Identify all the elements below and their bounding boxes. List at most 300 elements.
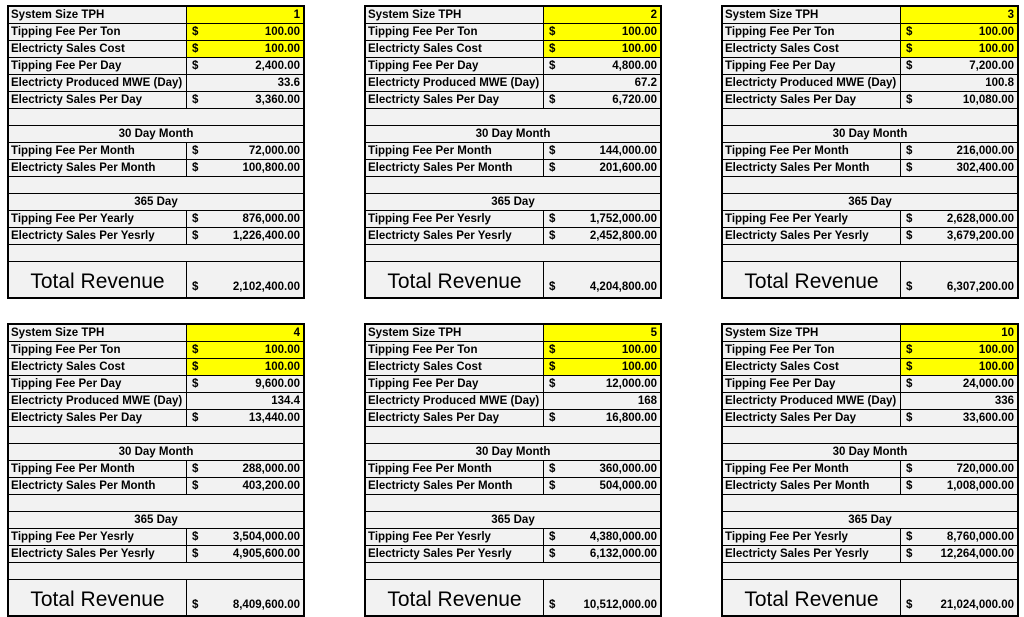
electricity-sales-day-label: Electricty Sales Per Day <box>723 92 901 108</box>
electricity-sales-cost-value: 100.00 <box>621 43 657 55</box>
electricity-produced-label: Electricty Produced MWE (Day) <box>9 75 187 91</box>
tipping-fee-month-label: Tipping Fee Per Month <box>723 143 901 159</box>
currency-symbol: $ <box>906 162 913 174</box>
system-size-value: 4 <box>293 327 300 339</box>
tipping-fee-per-day-cell <box>187 58 303 74</box>
electricity-sales-year-cell <box>187 228 303 244</box>
tipping-fee-month-cell <box>901 143 1017 159</box>
system-size-row <box>366 7 660 24</box>
currency-symbol: $ <box>549 43 556 55</box>
electricity-sales-year-value: 1,226,400.00 <box>232 230 300 242</box>
electricity-sales-cost-cell[interactable] <box>544 41 660 57</box>
total-revenue-row <box>9 580 303 615</box>
currency-symbol: $ <box>192 281 199 293</box>
spacer-row <box>366 109 660 126</box>
spacer-cell <box>723 495 1017 511</box>
revenue-table-3 <box>721 5 1019 299</box>
currency-symbol: $ <box>906 94 913 106</box>
month-header-row <box>723 444 1017 461</box>
electricity-sales-year-row <box>723 228 1017 245</box>
tipping-fee-per-ton-cell[interactable] <box>901 342 1017 358</box>
revenue-table-4 <box>7 323 305 617</box>
tipping-fee-year-value: 3,504,000.00 <box>232 531 300 543</box>
electricity-sales-day-row <box>9 92 303 109</box>
tipping-fee-per-ton-label: Tipping Fee Per Ton <box>366 342 544 358</box>
electricity-sales-day-cell <box>901 410 1017 426</box>
electricity-sales-month-row <box>366 160 660 177</box>
electricity-sales-day-cell <box>187 410 303 426</box>
tipping-fee-per-ton-cell[interactable] <box>544 24 660 40</box>
electricity-sales-month-label: Electricty Sales Per Month <box>723 160 901 176</box>
system-size-label: System Size TPH <box>9 7 187 23</box>
spacer-cell <box>723 427 1017 443</box>
electricity-sales-day-row <box>9 410 303 427</box>
electricity-sales-month-row <box>723 478 1017 495</box>
currency-symbol: $ <box>906 463 913 475</box>
year-header-row <box>366 194 660 211</box>
currency-symbol: $ <box>192 531 199 543</box>
tipping-fee-per-ton-cell[interactable] <box>187 24 303 40</box>
electricity-sales-month-cell <box>187 478 303 494</box>
tipping-fee-per-ton-value: 100.00 <box>978 344 1014 356</box>
total-revenue-value: 2,102,400.00 <box>232 281 300 293</box>
tipping-fee-per-day-value: 2,400.00 <box>255 60 300 72</box>
system-size-label: System Size TPH <box>723 325 901 341</box>
currency-symbol: $ <box>549 412 556 424</box>
system-size-cell[interactable] <box>544 325 660 341</box>
electricity-sales-cost-cell[interactable] <box>187 41 303 57</box>
tipping-fee-per-ton-value: 100.00 <box>264 344 300 356</box>
month-header-row <box>9 444 303 461</box>
total-revenue-row <box>723 262 1017 297</box>
electricity-produced-row <box>9 393 303 410</box>
electricity-sales-day-row <box>723 410 1017 427</box>
electricity-sales-year-cell <box>901 228 1017 244</box>
spacer-row <box>723 563 1017 580</box>
tipping-fee-per-day-cell <box>901 58 1017 74</box>
electricity-produced-value: 100.8 <box>985 77 1014 89</box>
system-size-value: 1 <box>293 9 300 21</box>
tipping-fee-per-day-label: Tipping Fee Per Day <box>366 376 544 392</box>
electricity-produced-label: Electricty Produced MWE (Day) <box>723 75 901 91</box>
currency-symbol: $ <box>192 145 199 157</box>
spacer-cell <box>366 109 660 125</box>
electricity-sales-day-value: 3,360.00 <box>255 94 300 106</box>
total-revenue-value: 10,512,000.00 <box>583 599 657 611</box>
electricity-sales-month-label: Electricty Sales Per Month <box>9 160 187 176</box>
month-header-row <box>366 126 660 143</box>
electricity-sales-year-label: Electricty Sales Per Yesrly <box>723 546 901 562</box>
spacer-cell <box>9 109 303 125</box>
tipping-fee-year-label: Tipping Fee Per Yesrly <box>366 529 544 545</box>
tipping-fee-per-day-cell <box>544 58 660 74</box>
currency-symbol: $ <box>192 43 199 55</box>
electricity-sales-month-value: 504,000.00 <box>599 480 657 492</box>
electricity-sales-day-label: Electricty Sales Per Day <box>9 92 187 108</box>
electricity-sales-day-value: 6,720.00 <box>612 94 657 106</box>
currency-symbol: $ <box>549 213 556 225</box>
tipping-fee-per-ton-row <box>9 342 303 359</box>
tipping-fee-per-day-label: Tipping Fee Per Day <box>9 376 187 392</box>
year-header: 365 Day <box>848 514 892 526</box>
currency-symbol: $ <box>192 230 199 242</box>
electricity-produced-cell <box>544 75 660 91</box>
month-header: 30 Day Month <box>475 128 551 140</box>
tipping-fee-month-label: Tipping Fee Per Month <box>723 461 901 477</box>
electricity-sales-month-value: 201,600.00 <box>599 162 657 174</box>
year-header-row <box>723 194 1017 211</box>
currency-symbol: $ <box>549 281 556 293</box>
currency-symbol: $ <box>549 599 556 611</box>
year-header-row <box>723 512 1017 529</box>
tipping-fee-month-value: 216,000.00 <box>956 145 1014 157</box>
system-size-value: 10 <box>1001 327 1014 339</box>
tipping-fee-month-cell <box>544 143 660 159</box>
year-header: 365 Day <box>491 514 535 526</box>
total-revenue-row <box>366 580 660 615</box>
currency-symbol: $ <box>906 361 913 373</box>
system-size-label: System Size TPH <box>366 7 544 23</box>
tipping-fee-year-row <box>366 529 660 546</box>
currency-symbol: $ <box>192 412 199 424</box>
tipping-fee-per-ton-label: Tipping Fee Per Ton <box>9 342 187 358</box>
tipping-fee-month-row <box>9 143 303 160</box>
tipping-fee-month-cell <box>901 461 1017 477</box>
currency-symbol: $ <box>549 230 556 242</box>
electricity-produced-value: 67.2 <box>634 77 657 89</box>
tipping-fee-month-value: 360,000.00 <box>599 463 657 475</box>
system-size-row <box>723 7 1017 24</box>
spacer-row <box>723 245 1017 262</box>
electricity-sales-year-value: 6,132,000.00 <box>589 548 657 560</box>
tipping-fee-year-cell <box>901 529 1017 545</box>
spacer-cell <box>9 427 303 443</box>
electricity-sales-year-cell <box>901 546 1017 562</box>
system-size-label: System Size TPH <box>723 7 901 23</box>
currency-symbol: $ <box>906 230 913 242</box>
year-header: 365 Day <box>134 514 178 526</box>
system-size-row <box>9 325 303 342</box>
electricity-sales-day-cell <box>544 410 660 426</box>
tipping-fee-per-ton-label: Tipping Fee Per Ton <box>723 24 901 40</box>
tipping-fee-year-row <box>723 211 1017 228</box>
spacer-row <box>366 495 660 512</box>
electricity-sales-month-cell <box>901 478 1017 494</box>
currency-symbol: $ <box>549 531 556 543</box>
system-size-cell[interactable] <box>901 325 1017 341</box>
currency-symbol: $ <box>549 60 556 72</box>
currency-symbol: $ <box>906 281 913 293</box>
tipping-fee-per-ton-row <box>723 342 1017 359</box>
electricity-produced-row <box>9 75 303 92</box>
electricity-produced-row <box>723 75 1017 92</box>
electricity-sales-cost-label: Electricty Sales Cost <box>366 41 544 57</box>
tipping-fee-month-row <box>366 143 660 160</box>
tipping-fee-per-ton-label: Tipping Fee Per Ton <box>9 24 187 40</box>
system-size-label: System Size TPH <box>9 325 187 341</box>
system-size-cell[interactable] <box>187 325 303 341</box>
electricity-sales-day-value: 16,800.00 <box>605 412 657 424</box>
system-size-row <box>366 325 660 342</box>
tipping-fee-month-label: Tipping Fee Per Month <box>366 143 544 159</box>
currency-symbol: $ <box>906 378 913 390</box>
system-size-value: 5 <box>650 327 657 339</box>
spacer-cell <box>366 427 660 443</box>
tipping-fee-per-ton-value: 100.00 <box>621 344 657 356</box>
tipping-fee-year-value: 1,752,000.00 <box>589 213 657 225</box>
spacer-row <box>723 495 1017 512</box>
electricity-sales-month-value: 100,800.00 <box>242 162 300 174</box>
electricity-sales-month-label: Electricty Sales Per Month <box>723 478 901 494</box>
spacer-cell <box>366 177 660 193</box>
total-revenue-value: 6,307,200.00 <box>946 281 1014 293</box>
electricity-sales-day-row <box>723 92 1017 109</box>
tipping-fee-per-ton-row <box>9 24 303 41</box>
spacer-cell <box>9 245 303 261</box>
month-header: 30 Day Month <box>118 128 194 140</box>
currency-symbol: $ <box>192 213 199 225</box>
electricity-produced-cell <box>901 75 1017 91</box>
electricity-sales-year-row <box>723 546 1017 563</box>
electricity-sales-cost-label: Electricty Sales Cost <box>723 41 901 57</box>
tipping-fee-per-day-cell <box>901 376 1017 392</box>
tipping-fee-year-value: 2,628,000.00 <box>946 213 1014 225</box>
spacer-row <box>723 427 1017 444</box>
tipping-fee-per-ton-row <box>366 24 660 41</box>
total-revenue-cell <box>544 580 660 615</box>
year-header-row <box>366 512 660 529</box>
electricity-sales-month-cell <box>901 160 1017 176</box>
spacer-row <box>366 245 660 262</box>
electricity-produced-label: Electricty Produced MWE (Day) <box>366 75 544 91</box>
spacer-row <box>366 427 660 444</box>
spacer-row <box>366 177 660 194</box>
electricity-produced-label: Electricty Produced MWE (Day) <box>9 393 187 409</box>
spacer-cell <box>723 109 1017 125</box>
month-header: 30 Day Month <box>832 446 908 458</box>
spacer-row <box>723 177 1017 194</box>
tipping-fee-month-row <box>723 461 1017 478</box>
electricity-produced-value: 33.6 <box>277 77 300 89</box>
total-revenue-value: 21,024,000.00 <box>940 599 1014 611</box>
electricity-sales-month-cell <box>187 160 303 176</box>
total-revenue-cell <box>187 580 303 615</box>
electricity-sales-month-cell <box>544 160 660 176</box>
tipping-fee-per-ton-row <box>723 24 1017 41</box>
electricity-sales-day-row <box>366 92 660 109</box>
tipping-fee-year-label: Tipping Fee Per Yesrly <box>9 529 187 545</box>
currency-symbol: $ <box>192 599 199 611</box>
currency-symbol: $ <box>192 480 199 492</box>
total-revenue-value: 8,409,600.00 <box>232 599 300 611</box>
electricity-sales-cost-row <box>9 359 303 376</box>
currency-symbol: $ <box>906 145 913 157</box>
electricity-sales-cost-value: 100.00 <box>978 361 1014 373</box>
spacer-row <box>9 245 303 262</box>
electricity-produced-value: 134.4 <box>271 395 300 407</box>
total-revenue-label: Total Revenue <box>723 580 901 615</box>
system-size-cell[interactable] <box>187 7 303 23</box>
currency-symbol: $ <box>906 26 913 38</box>
tipping-fee-per-ton-cell[interactable] <box>901 24 1017 40</box>
tipping-fee-per-ton-label: Tipping Fee Per Ton <box>366 24 544 40</box>
revenue-table-1 <box>7 5 305 299</box>
spacer-cell <box>9 563 303 579</box>
system-size-label: System Size TPH <box>366 325 544 341</box>
spacer-cell <box>366 563 660 579</box>
currency-symbol: $ <box>549 361 556 373</box>
spacer-cell <box>366 245 660 261</box>
electricity-sales-cost-row <box>723 41 1017 58</box>
system-size-value: 2 <box>650 9 657 21</box>
total-revenue-row <box>366 262 660 297</box>
total-revenue-label: Total Revenue <box>723 262 901 297</box>
electricity-sales-year-label: Electricty Sales Per Yesrly <box>9 546 187 562</box>
spacer-row <box>9 563 303 580</box>
spacer-cell <box>9 495 303 511</box>
total-revenue-cell <box>901 262 1017 297</box>
electricity-sales-cost-cell[interactable] <box>544 359 660 375</box>
currency-symbol: $ <box>549 463 556 475</box>
year-header: 365 Day <box>848 196 892 208</box>
total-revenue-label: Total Revenue <box>9 262 187 297</box>
system-size-row <box>9 7 303 24</box>
spacer-cell <box>9 177 303 193</box>
electricity-sales-month-value: 1,008,000.00 <box>946 480 1014 492</box>
electricity-sales-day-label: Electricty Sales Per Day <box>366 92 544 108</box>
currency-symbol: $ <box>549 94 556 106</box>
tipping-fee-per-day-label: Tipping Fee Per Day <box>723 58 901 74</box>
tipping-fee-per-day-value: 9,600.00 <box>255 378 300 390</box>
electricity-sales-cost-cell[interactable] <box>901 41 1017 57</box>
electricity-sales-day-row <box>366 410 660 427</box>
currency-symbol: $ <box>192 344 199 356</box>
system-size-value: 3 <box>1007 9 1014 21</box>
tipping-fee-year-label: Tipping Fee Per Yesrly <box>366 211 544 227</box>
spacer-cell <box>723 563 1017 579</box>
electricity-sales-cost-row <box>366 41 660 58</box>
electricity-sales-year-row <box>366 546 660 563</box>
electricity-sales-day-label: Electricty Sales Per Day <box>366 410 544 426</box>
electricity-sales-year-value: 3,679,200.00 <box>946 230 1014 242</box>
tipping-fee-per-day-value: 12,000.00 <box>605 378 657 390</box>
electricity-sales-cost-row <box>723 359 1017 376</box>
electricity-produced-row <box>723 393 1017 410</box>
currency-symbol: $ <box>192 378 199 390</box>
total-revenue-row <box>9 262 303 297</box>
electricity-produced-cell <box>901 393 1017 409</box>
tipping-fee-year-label: Tipping Fee Per Yearly <box>723 211 901 227</box>
tipping-fee-per-ton-label: Tipping Fee Per Ton <box>723 342 901 358</box>
electricity-sales-cost-label: Electricty Sales Cost <box>9 359 187 375</box>
electricity-sales-cost-label: Electricty Sales Cost <box>366 359 544 375</box>
tipping-fee-per-day-value: 24,000.00 <box>962 378 1014 390</box>
tipping-fee-per-day-row <box>9 376 303 393</box>
system-size-row <box>723 325 1017 342</box>
electricity-sales-day-value: 10,080.00 <box>962 94 1014 106</box>
tipping-fee-per-ton-cell[interactable] <box>187 342 303 358</box>
total-revenue-cell <box>187 262 303 297</box>
currency-symbol: $ <box>192 94 199 106</box>
electricity-sales-month-cell <box>544 478 660 494</box>
electricity-sales-month-value: 302,400.00 <box>956 162 1014 174</box>
currency-symbol: $ <box>549 26 556 38</box>
currency-symbol: $ <box>549 378 556 390</box>
currency-symbol: $ <box>192 26 199 38</box>
tipping-fee-year-label: Tipping Fee Per Yearly <box>9 211 187 227</box>
spacer-cell <box>723 177 1017 193</box>
tipping-fee-month-row <box>723 143 1017 160</box>
tipping-fee-year-row <box>723 529 1017 546</box>
electricity-sales-cost-value: 100.00 <box>978 43 1014 55</box>
total-revenue-cell <box>901 580 1017 615</box>
month-header: 30 Day Month <box>475 446 551 458</box>
electricity-sales-year-value: 12,264,000.00 <box>940 548 1014 560</box>
tipping-fee-month-value: 144,000.00 <box>599 145 657 157</box>
tipping-fee-month-label: Tipping Fee Per Month <box>9 461 187 477</box>
tipping-fee-month-cell <box>187 143 303 159</box>
tipping-fee-per-day-row <box>723 58 1017 75</box>
tipping-fee-month-row <box>366 461 660 478</box>
electricity-sales-year-cell <box>544 228 660 244</box>
electricity-produced-value: 336 <box>994 395 1014 407</box>
electricity-produced-value: 168 <box>637 395 657 407</box>
tipping-fee-month-cell <box>187 461 303 477</box>
month-header-row <box>9 126 303 143</box>
tipping-fee-year-cell <box>901 211 1017 227</box>
spacer-cell <box>723 245 1017 261</box>
system-size-cell[interactable] <box>901 7 1017 23</box>
total-revenue-row <box>723 580 1017 615</box>
electricity-sales-year-value: 4,905,600.00 <box>232 548 300 560</box>
currency-symbol: $ <box>549 344 556 356</box>
total-revenue-label: Total Revenue <box>366 580 544 615</box>
spacer-row <box>9 109 303 126</box>
tipping-fee-per-day-row <box>366 376 660 393</box>
spacer-row <box>723 109 1017 126</box>
spacer-cell <box>366 495 660 511</box>
revenue-table-6 <box>721 323 1019 617</box>
tipping-fee-year-value: 876,000.00 <box>242 213 300 225</box>
system-size-cell[interactable] <box>544 7 660 23</box>
total-revenue-cell <box>544 262 660 297</box>
tipping-fee-month-label: Tipping Fee Per Month <box>9 143 187 159</box>
tipping-fee-month-cell <box>544 461 660 477</box>
electricity-sales-day-value: 33,600.00 <box>962 412 1014 424</box>
electricity-sales-cost-cell[interactable] <box>187 359 303 375</box>
tipping-fee-per-day-label: Tipping Fee Per Day <box>723 376 901 392</box>
tipping-fee-year-cell <box>544 529 660 545</box>
tipping-fee-year-value: 4,380,000.00 <box>589 531 657 543</box>
month-header: 30 Day Month <box>832 128 908 140</box>
electricity-sales-year-row <box>366 228 660 245</box>
currency-symbol: $ <box>906 213 913 225</box>
currency-symbol: $ <box>192 162 199 174</box>
tipping-fee-year-row <box>9 529 303 546</box>
electricity-sales-year-label: Electricty Sales Per Yesrly <box>366 546 544 562</box>
electricity-sales-cost-cell[interactable] <box>901 359 1017 375</box>
currency-symbol: $ <box>906 60 913 72</box>
tipping-fee-per-day-cell <box>544 376 660 392</box>
revenue-table-5 <box>364 323 662 617</box>
electricity-sales-month-row <box>366 478 660 495</box>
tipping-fee-year-value: 8,760,000.00 <box>946 531 1014 543</box>
currency-symbol: $ <box>906 531 913 543</box>
electricity-produced-row <box>366 393 660 410</box>
electricity-sales-month-row <box>9 478 303 495</box>
tipping-fee-per-ton-cell[interactable] <box>544 342 660 358</box>
electricity-sales-cost-label: Electricty Sales Cost <box>9 41 187 57</box>
